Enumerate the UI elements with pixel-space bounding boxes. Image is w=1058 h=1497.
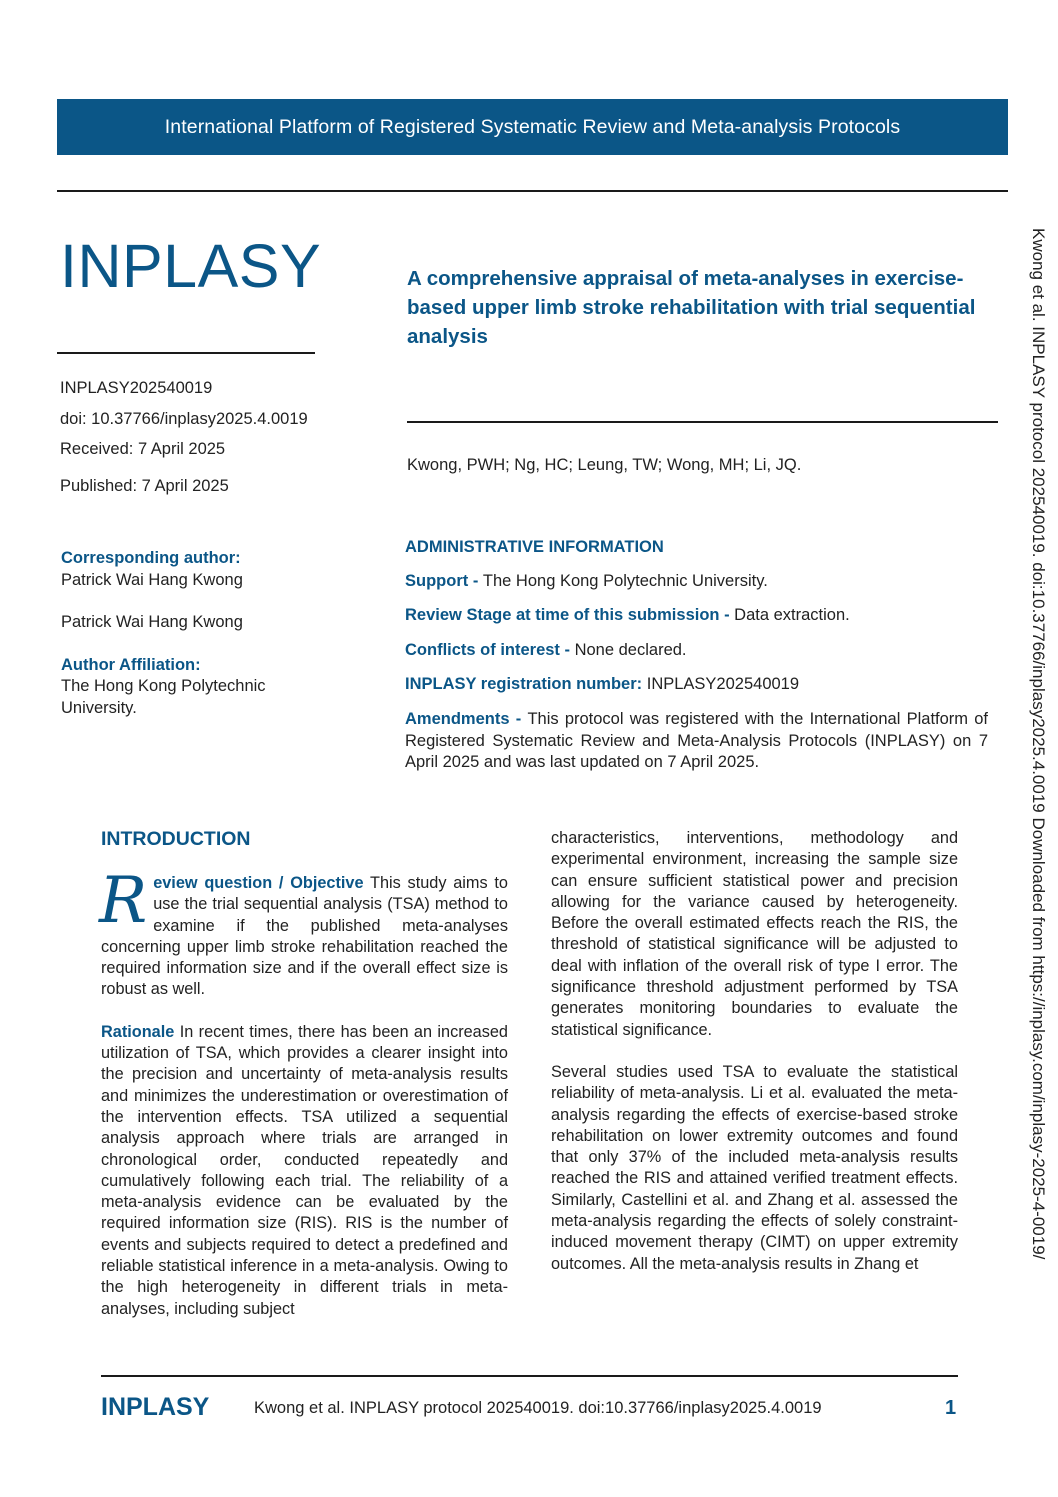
review-question-paragraph xyxy=(99,864,508,1001)
right-paragraph-2: Several studies used TSA to evaluate the statistical reliability of meta-analysis. Li et al. evaluated the meta-analysis regarding the effects of exercise-based stroke rehabilitation on lower extremity outcomes and found that only 37% of the included meta-analysis results reached the RIS and attained verified treatment effects. Similarly, Castellini et al. and Zhang et al. assessed the meta-analysis regarding the effects of solely constraint-induced movement therapy (CIMT) on upper extremity outcomes. All the meta-analysis results in Zhang et xyxy=(551,1062,958,1273)
review-question-label: eview question / Objective xyxy=(153,874,364,892)
intro-right-column xyxy=(551,828,958,1275)
footer-brand: INPLASY xyxy=(101,1393,210,1421)
amendments-line xyxy=(405,709,988,774)
drop-cap: R xyxy=(99,864,148,938)
rationale-label: Rationale xyxy=(101,1022,175,1041)
doi-text: doi: 10.37766/inplasy2025.4.0019 xyxy=(60,410,308,428)
corresponding-author-name: Patrick Wai Hang Kwong xyxy=(61,571,243,589)
author-list: Kwong, PWH; Ng, HC; Leung, TW; Wong, MH; Li, JQ. xyxy=(407,456,802,474)
registration-line xyxy=(405,674,988,696)
title-rule xyxy=(407,421,998,423)
page-number: 1 xyxy=(945,1397,957,1419)
affiliation-heading: Author Affiliation: xyxy=(61,656,201,674)
registration-label: INPLASY registration number: xyxy=(405,675,647,693)
rationale-text: In recent times, there has been an increased utilization of TSA, which provides a clearer insight into the precision and uncertainty of meta-analysis results and minimizes the underestimation or overestimation of the intervention effects. TSA utilized a sequential analysis approach where trials are arranged in chronological order, conducted repeatedly and cumulatively following each trial. The reliability of a meta-analysis evidence can be evaluated by the required information size (RIS). RIS is the number of events and subjects required to detect a predefined and reliable statistical inference in a meta-analysis. Owing to the high heterogeneity in different trials in meta-analyses, including subject xyxy=(101,1022,508,1318)
rationale-paragraph xyxy=(101,1022,508,1320)
admin-heading-text: ADMINISTRATIVE INFORMATION xyxy=(405,538,664,556)
corresponding-label: Corresponding author: xyxy=(61,549,241,567)
platform-banner: International Platform of Registered Systematic Review and Meta-analysis Protocols xyxy=(57,99,1008,155)
brand-rule xyxy=(57,352,315,354)
introduction-heading: INTRODUCTION xyxy=(101,828,251,850)
paper-title: A comprehensive appraisal of meta-analyses in exercise-based upper limb stroke rehabilitation with trial sequential analysis xyxy=(407,267,976,348)
affiliation-label xyxy=(61,654,201,676)
conflicts-line xyxy=(405,640,988,662)
corresponding-author-label xyxy=(61,547,241,569)
vertical-citation: Kwong et al. INPLASY protocol 202540019. doi:10.37766/inplasy2025.4.0019 Downloaded from https://inplasy.com/inplasy-2025-4-0019/ xyxy=(1029,228,1048,1260)
review-stage-label: Review Stage at time of this submission - xyxy=(405,606,735,624)
review-question-text: This study aims to use the trial sequential analysis (TSA) method to examine if the published meta-analyses concerning upper limb stroke rehabilitation reached the required information size and if the overall effect size is robust as well. xyxy=(101,874,508,999)
registration-value: INPLASY202540019 xyxy=(646,675,800,693)
affiliation-value: The Hong Kong Polytechnic University. xyxy=(61,677,266,717)
right-paragraph-1: characteristics, interventions, methodology and experimental environment, increasing the sample size can ensure sufficient statistical power and precision allowing for the variance caused by heterogeneity. Before the overall estimated effects reach the RIS, the threshold of statistical significance will be adjusted to deal with inflation of the overall risk of type I error. The significance threshold adjustment performed by TSA generates monitoring boundaries to evaluate the statistical significance. xyxy=(551,829,958,1039)
admin-heading xyxy=(405,537,988,559)
amendments-label: Amendments - xyxy=(405,710,528,728)
intro-left-column xyxy=(99,864,508,1320)
brand-logo: INPLASY xyxy=(60,232,322,300)
review-stage-line xyxy=(405,605,988,627)
protocol-id: INPLASY202540019 xyxy=(60,379,213,397)
footer-rule xyxy=(101,1375,958,1377)
received-date: Received: 7 April 2025 xyxy=(60,440,226,458)
published-date: Published: 7 April 2025 xyxy=(60,477,229,495)
corresponding-author-name-2: Patrick Wai Hang Kwong xyxy=(61,613,243,631)
conflicts-label: Conflicts of interest - xyxy=(405,641,575,659)
support-value: The Hong Kong Polytechnic University. xyxy=(482,572,768,590)
support-line xyxy=(405,571,988,593)
header-rule xyxy=(57,190,1008,192)
review-stage-value: Data extraction. xyxy=(734,606,850,624)
conflicts-value: None declared. xyxy=(574,641,687,659)
amendments-value: This protocol was registered with the International Platform of Registered Systematic Review and Meta-Analysis Protocols (INPLASY) on 7 April 2025 and was last updated on 7 April 2025. xyxy=(405,710,988,771)
support-label: Support - xyxy=(405,572,483,590)
footer-citation: Kwong et al. INPLASY protocol 202540019. doi:10.37766/inplasy2025.4.0019 xyxy=(254,1399,822,1417)
